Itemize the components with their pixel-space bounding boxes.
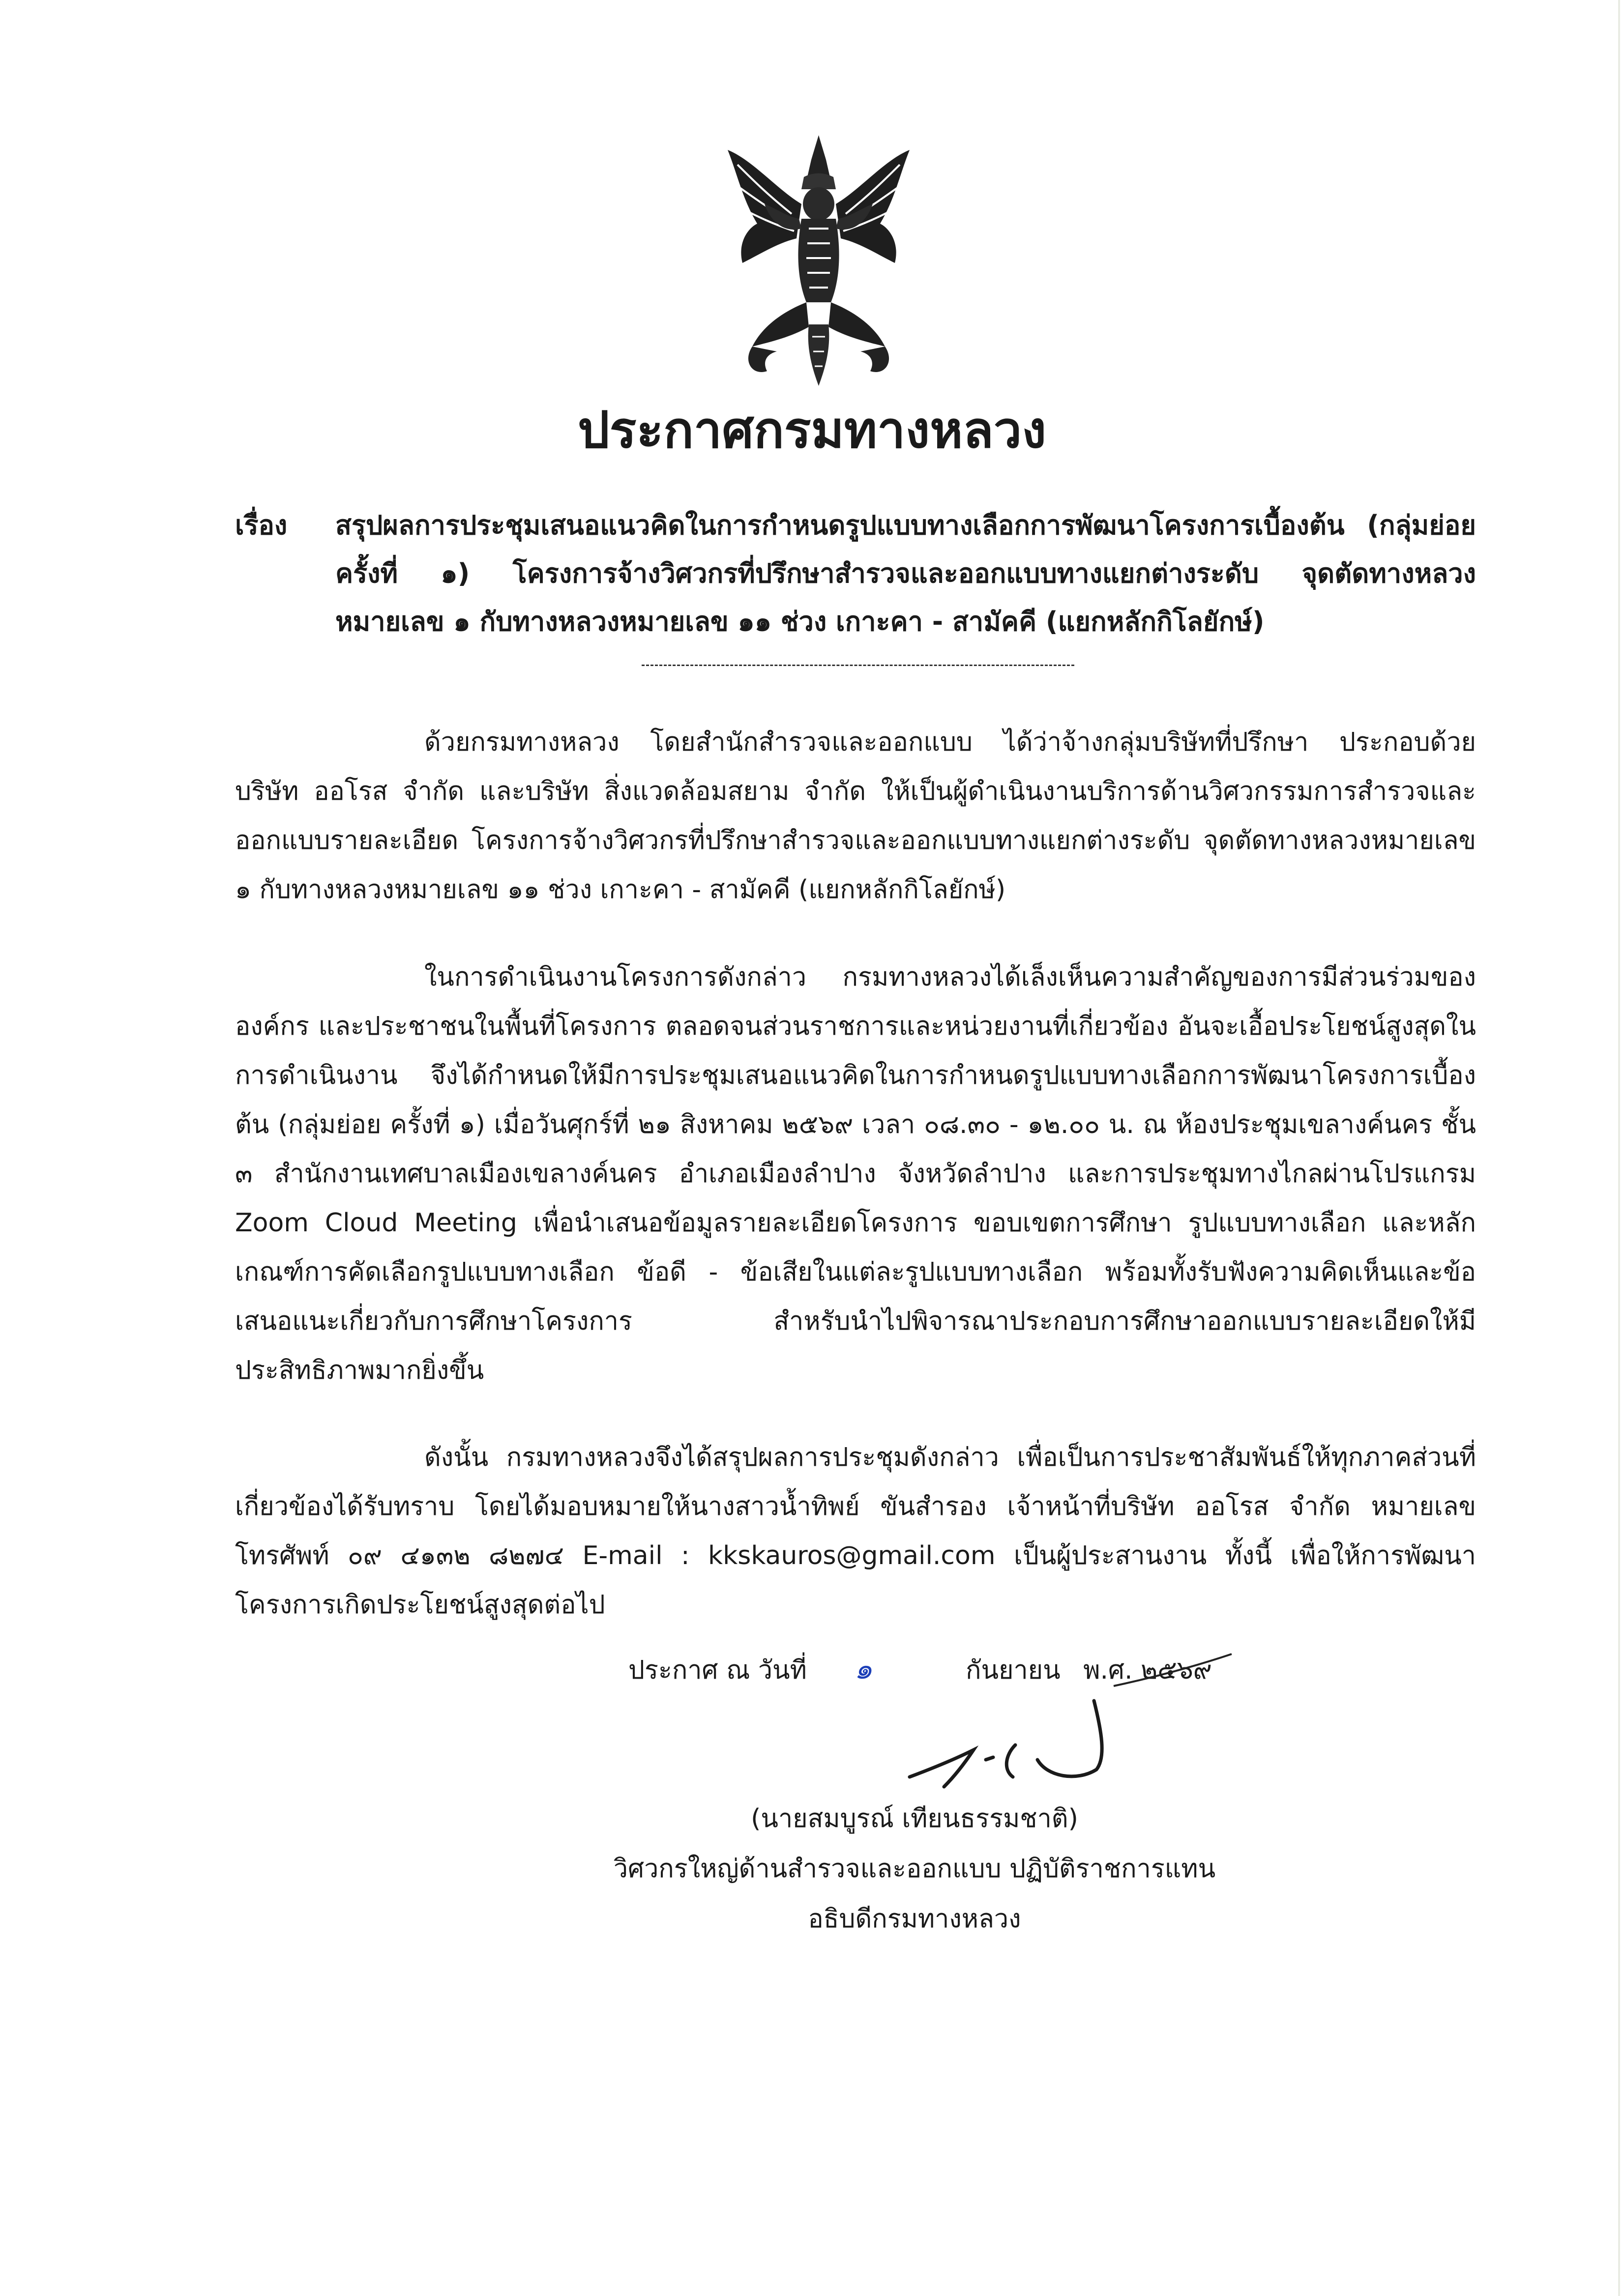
paragraph-conclusion: ดังนั้น กรมทางหลวงจึงได้สรุปผลการประชุมดังกล่าว เพื่อเป็นการประชาสัมพันธ์ให้ทุกภาคส่วนที่เกี่ยวข้องได้รับทราบ โดยได้มอบหมายให้นางสาวน้ำทิพย์ ขันสำรอง เจ้าหน้าที่บริษัท ออโรส จำกัด หมายเลขโทรศัพท์ ๐๙ ๔๑๓๒ ๘๒๗๔ E-mail : kkskauros@gmail.com เป็นผู้ประสานงาน ทั้งนี้ เพื่อให้การพัฒนาโครงการเกิดประโยชน์สูงสุดต่อไป (235, 1443, 1476, 1620)
document-title: ประกาศกรมทางหลวง (577, 401, 1046, 460)
signatory-name: (นายสมบูรณ์ เทียนธรรมชาติ) (751, 1804, 1078, 1833)
paragraph-introduction: ด้วยกรมทางหลวง โดยสำนักสำรวจและออกแบบ ได้ว่าจ้างกลุ่มบริษัทที่ปรึกษา ประกอบด้วย บริษัท ออโรส จำกัด และบริษัท สิ่งแวดล้อมสยาม จำกัด ให้เป็นผู้ดำเนินงานบริการด้านวิศวกรรมการสำรวจและออกแบบรายละเอียด โครงการจ้างวิศวกรที่ปรึกษาสำรวจและออกแบบทางแยกต่างระดับ จุดตัดทางหลวงหมายเลข ๑ กับทางหลวงหมายเลข ๑๑ ช่วง เกาะคา - สามัคคี (แยกหลักกิโลยักษ์) (235, 727, 1476, 904)
subject-label: เรื่อง (235, 510, 288, 541)
paragraph-meeting-details: ในการดำเนินงานโครงการดังกล่าว กรมทางหลวงได้เล็งเห็นความสำคัญของการมีส่วนร่วมขององค์กร และประชาชนในพื้นที่โครงการ ตลอดจนส่วนราชการและหน่วยงานที่เกี่ยวข้อง อันจะเอื้อประโยชน์สูงสุดในการดำเนินงาน จึงได้กำหนดให้มีการประชุมเสนอแนวคิดในการกำหนดรูปแบบทางเลือกการพัฒนาโครงการเบื้องต้น (กลุ่มย่อย ครั้งที่ ๑) เมื่อวันศุกร์ที่ ๒๑ สิงหาคม ๒๕๖๙ เวลา ๐๘.๓๐ - ๑๒.๐๐ น. ณ ห้องประชุมเขลางค์นคร ชั้น ๓ สำนักงานเทศบาลเมืองเขลางค์นคร อำเภอเมืองลำปาง จังหวัดลำปาง และการประชุมทางไกลผ่านโปรแกรม Zoom Cloud Meeting เพื่อนำเสนอข้อมูลรายละเอียดโครงการ ขอบเขตการศึกษา รูปแบบทางเลือก และหลักเกณฑ์การคัดเลือกรูปแบบทางเลือก ข้อดี - ข้อเสียในแต่ละรูปแบบทางเลือก พร้อมทั้งรับฟังความคิดเห็นและข้อเสนอแนะเกี่ยวกับการศึกษาโครงการ สำหรับนำไปพิจารณาประกอบการศึกษาออกแบบรายละเอียดให้มีประสิทธิภาพมากยิ่งขึ้น (235, 962, 1476, 1385)
date-month: กันยายน (965, 1656, 1061, 1685)
garuda-emblem-icon (723, 130, 915, 391)
date-day-handwritten: ๑ (854, 1652, 873, 1686)
date-year: พ.ศ. ๒๕๖๙ (1083, 1656, 1212, 1685)
date-label: ประกาศ ณ วันที่ (628, 1656, 807, 1685)
year-pen-stroke (1109, 1652, 1237, 1691)
signatory-title: วิศวกรใหญ่ด้านสำรวจและออกแบบ ปฏิบัติราชการแทน (613, 1854, 1216, 1884)
subject-text: สรุปผลการประชุมเสนอแนวคิดในการกำหนดรูปแบบทางเลือกการพัฒนาโครงการเบื้องต้น (กลุ่มย่อย ครั้งที่ ๑) โครงการจ้างวิศวกรที่ปรึกษาสำรวจและออกแบบทางแยกต่างระดับ จุดตัดทางหลวงหมายเลข ๑ กับทางหลวงหมายเลข ๑๑ ช่วง เกาะคา - สามัคคี (แยกหลักกิโลยักษ์) (335, 510, 1476, 637)
page-edge (1618, 0, 1620, 2296)
divider-line (642, 665, 1074, 666)
signatory-office: อธิบดีกรมทางหลวง (808, 1904, 1021, 1934)
signature-mark (900, 1691, 1155, 1794)
